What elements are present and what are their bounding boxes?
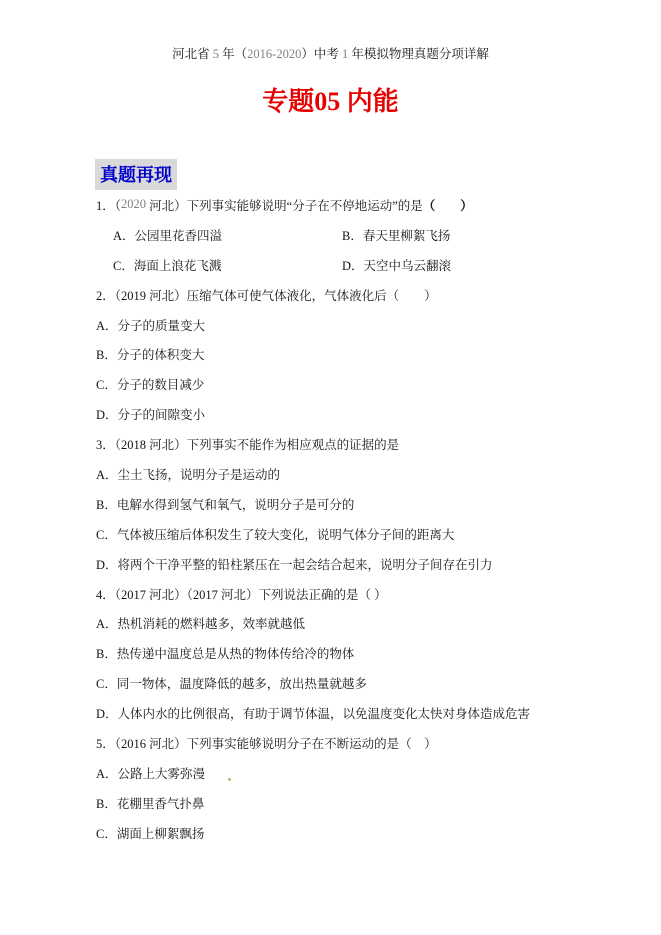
option-item [96,608,641,638]
text-segment: 1．（ [96,198,122,213]
option-row [96,220,641,250]
doc-header [0,44,661,62]
option-label: C．气体被压缩后体积发生了较大变化，说明气体分子间的距离大 [96,527,455,542]
option-item: B．春天里柳絮飞扬 [342,228,451,243]
option-item [96,339,641,369]
option-label: B．热传递中温度总是从热的物体传给冷的物体 [96,647,355,662]
text-segment: 年模拟物理真题分项详解 [348,47,489,61]
question-stem [96,429,641,459]
option-label: B．电解水得到氢气和氧气，说明分子是可分的 [96,497,355,512]
option-row [96,250,641,280]
option-item [96,310,641,340]
option-item [96,818,641,848]
option-label: A．热机消耗的燃料越多，效率就越低 [96,617,306,632]
option-item [96,489,641,519]
option-label: C．同一物体，温度降低的越多，放出热量就越多 [96,677,367,692]
option-item [96,459,641,489]
page-title: 专题05 内能 [262,87,399,116]
option-item [96,549,641,579]
text-segment: 3．（2018 河北）下列事实不能作为相应观点的证据的是 [96,438,400,453]
option-item: D．天空中乌云翻滚 [342,258,452,273]
option-item [96,519,641,549]
text-segment: ）中考 [301,47,342,61]
text-segment: 2．（2019 河北）压缩气体可使气体液化，气体液化后（ ） [96,288,437,303]
text-segment: 1 [341,47,349,61]
question-stem [96,728,641,758]
question-stem [96,280,641,310]
option-label: D．人体内水的比例很高，有助于调节体温，以免温度变化太快对身体造成危害 [96,707,531,722]
text-segment: （ ） [422,198,473,213]
text-segment: 5 [212,47,220,61]
option-item [96,668,641,698]
question-stem [96,190,641,220]
text-segment: 河北省 [172,47,213,61]
option-item [96,369,641,399]
option-label: B．分子的体积变大 [96,348,205,363]
text-segment: 年（ [219,47,248,61]
option-item [96,638,641,668]
option-item [96,758,641,788]
question-list [96,190,641,848]
text-segment: 河北）下列事实能够说明“分子在不停地运动”的是 [146,198,423,213]
option-label: B．花棚里香气扑鼻 [96,796,205,811]
option-item: C．海面上浪花飞溅 [113,258,222,273]
option-label: C．湖面上柳絮飘扬 [96,826,205,841]
option-item [96,788,641,818]
stray-mark [228,778,231,781]
option-label: A．分子的质量变大 [96,318,206,333]
question-stem [96,579,641,609]
option-item [96,399,641,429]
text-segment: 5．（2016 河北）下列事实能够说明分子在不断运动的是（ ） [96,736,437,751]
option-label: A．尘土飞扬，说明分子是运动的 [96,467,281,482]
option-item [96,698,641,728]
option-label: D．将两个干净平整的铅柱紧压在一起会结合起来，说明分子间存在引力 [96,557,493,572]
text-segment: 2016-2020 [247,47,302,61]
option-item: A．公园里花香四溢 [113,228,223,243]
section-header: 真题再现 [95,159,177,190]
option-label: A．公路上大雾弥漫 [96,766,206,781]
option-label: C．分子的数目减少 [96,378,205,393]
option-label: D．分子的间隙变小 [96,408,206,423]
text-segment: 4．（2017 河北）（2017 河北）下列说法正确的是（ ） [96,587,387,602]
text-segment: 2020 [121,197,147,212]
